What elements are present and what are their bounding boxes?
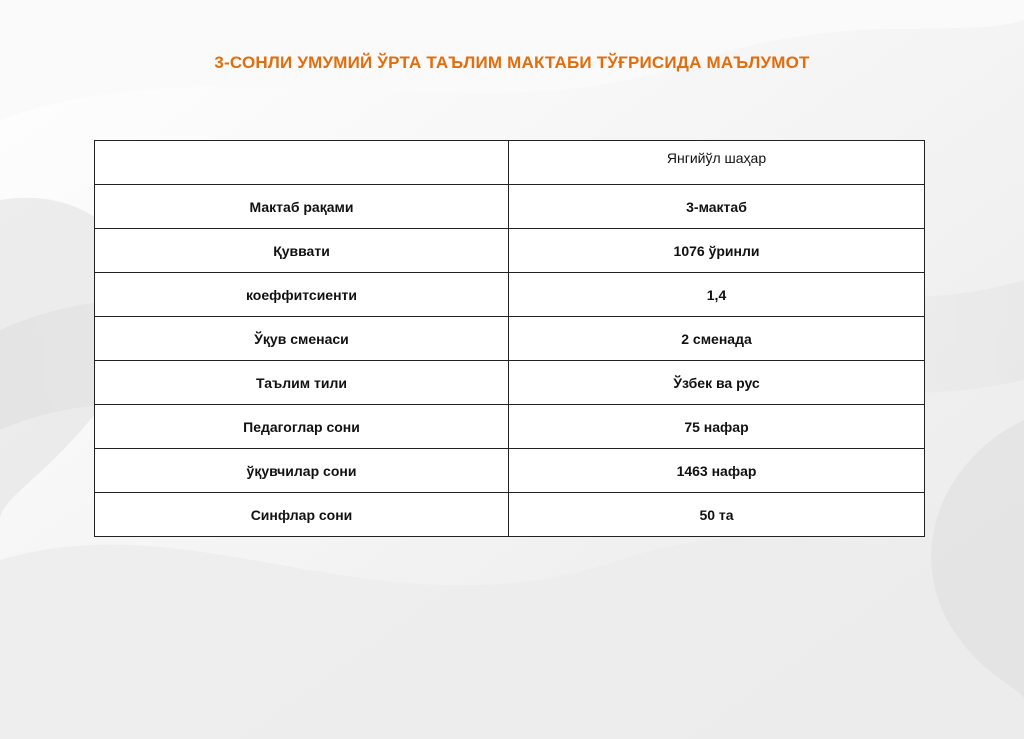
row-label: Педагоглар сони bbox=[95, 405, 509, 449]
row-value: 1463 нафар bbox=[509, 449, 925, 493]
school-info-table bbox=[94, 140, 925, 537]
table-row bbox=[95, 493, 925, 537]
row-value: 75 нафар bbox=[509, 405, 925, 449]
table-row bbox=[95, 405, 925, 449]
header-label-cell bbox=[95, 141, 509, 185]
header-value-cell: Янгийўл шаҳар bbox=[509, 141, 925, 185]
table-header-row bbox=[95, 141, 925, 185]
row-value: 1076 ўринли bbox=[509, 229, 925, 273]
row-value: Ўзбек ва рус bbox=[509, 361, 925, 405]
table-row bbox=[95, 229, 925, 273]
row-value: 50 та bbox=[509, 493, 925, 537]
page-title: 3-СОНЛИ УМУМИЙ ЎРТА ТАЪЛИМ МАКТАБИ ТЎҒРИСИДА МАЪЛУМОТ bbox=[214, 53, 810, 72]
row-label: ўқувчилар сони bbox=[95, 449, 509, 493]
row-value: 3-мактаб bbox=[509, 185, 925, 229]
table-row bbox=[95, 273, 925, 317]
row-label: Қуввати bbox=[95, 229, 509, 273]
table-row bbox=[95, 185, 925, 229]
table-row bbox=[95, 449, 925, 493]
row-value: 1,4 bbox=[509, 273, 925, 317]
table-row bbox=[95, 317, 925, 361]
row-label: коеффитсиенти bbox=[95, 273, 509, 317]
row-value: 2 сменада bbox=[509, 317, 925, 361]
table-row bbox=[95, 361, 925, 405]
row-label: Синфлар сони bbox=[95, 493, 509, 537]
row-label: Таълим тили bbox=[95, 361, 509, 405]
row-label: Мактаб рақами bbox=[95, 185, 509, 229]
row-label: Ўқув сменаси bbox=[95, 317, 509, 361]
